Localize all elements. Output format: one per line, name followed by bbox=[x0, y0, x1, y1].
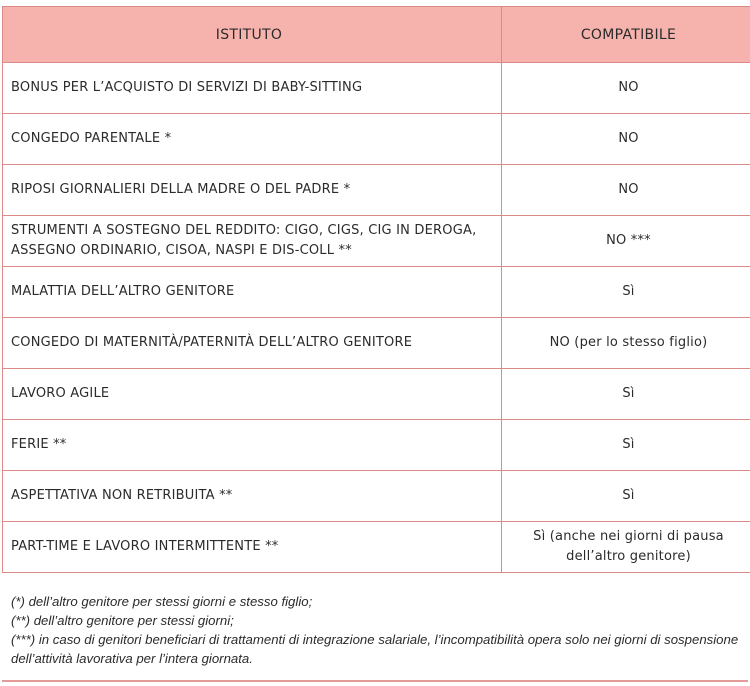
table-row bbox=[3, 114, 750, 165]
bottom-divider bbox=[2, 680, 748, 682]
istituto-cell: STRUMENTI A SOSTEGNO DEL REDDITO: CIGO, CIGS, CIG IN DEROGA, ASSEGNO ORDINARIO, CISOA, NASPI E DIS-COLL ** bbox=[3, 216, 502, 267]
table-row bbox=[3, 267, 750, 318]
istituto-cell: ASPETTATIVA NON RETRIBUITA ** bbox=[3, 471, 502, 522]
compatibile-cell: NO bbox=[502, 165, 750, 216]
istituto-cell: MALATTIA DELL’ALTRO GENITORE bbox=[3, 267, 502, 318]
istituto-cell: RIPOSI GIORNALIERI DELLA MADRE O DEL PADRE * bbox=[3, 165, 502, 216]
istituto-cell: CONGEDO PARENTALE * bbox=[3, 114, 502, 165]
compatibile-cell: NO bbox=[502, 63, 750, 114]
istituto-cell: LAVORO AGILE bbox=[3, 369, 502, 420]
table-row bbox=[3, 420, 750, 471]
istituto-cell: FERIE ** bbox=[3, 420, 502, 471]
compatibile-cell: NO bbox=[502, 114, 750, 165]
footnote-2: (**) dell’altro genitore per stessi giorni; bbox=[11, 613, 234, 628]
footnote-3: (***) in caso di genitori beneficiari di trattamenti di integrazione salariale, l’incompatibilità opera solo nei giorni di sospensione dell’attività lavorativa per l’intera giornata. bbox=[11, 632, 739, 666]
istituto-cell: BONUS PER L’ACQUISTO DI SERVIZI DI BABY-SITTING bbox=[3, 63, 502, 114]
compatibile-cell: Sì (anche nei giorni di pausa dell’altro genitore) bbox=[502, 522, 750, 573]
compatibile-cell: Sì bbox=[502, 267, 750, 318]
column-header-compatibile: COMPATIBILE bbox=[502, 7, 750, 63]
compatibility-table bbox=[2, 6, 750, 573]
footnotes bbox=[11, 592, 749, 668]
table-header-row bbox=[3, 7, 750, 63]
table-row bbox=[3, 216, 750, 267]
compatibile-cell: Sì bbox=[502, 369, 750, 420]
table-row bbox=[3, 471, 750, 522]
compatibile-cell: NO *** bbox=[502, 216, 750, 267]
table-row bbox=[3, 522, 750, 573]
column-header-istituto: ISTITUTO bbox=[3, 7, 502, 63]
table-row bbox=[3, 318, 750, 369]
table-row bbox=[3, 165, 750, 216]
compatibile-cell: Sì bbox=[502, 471, 750, 522]
istituto-cell: CONGEDO DI MATERNITÀ/PATERNITÀ DELL’ALTRO GENITORE bbox=[3, 318, 502, 369]
compatibile-cell: Sì bbox=[502, 420, 750, 471]
table-row bbox=[3, 63, 750, 114]
table-row bbox=[3, 369, 750, 420]
footnote-1: (*) dell’altro genitore per stessi giorni e stesso figlio; bbox=[11, 594, 313, 609]
istituto-cell: PART-TIME E LAVORO INTERMITTENTE ** bbox=[3, 522, 502, 573]
compatibile-cell: NO (per lo stesso figlio) bbox=[502, 318, 750, 369]
